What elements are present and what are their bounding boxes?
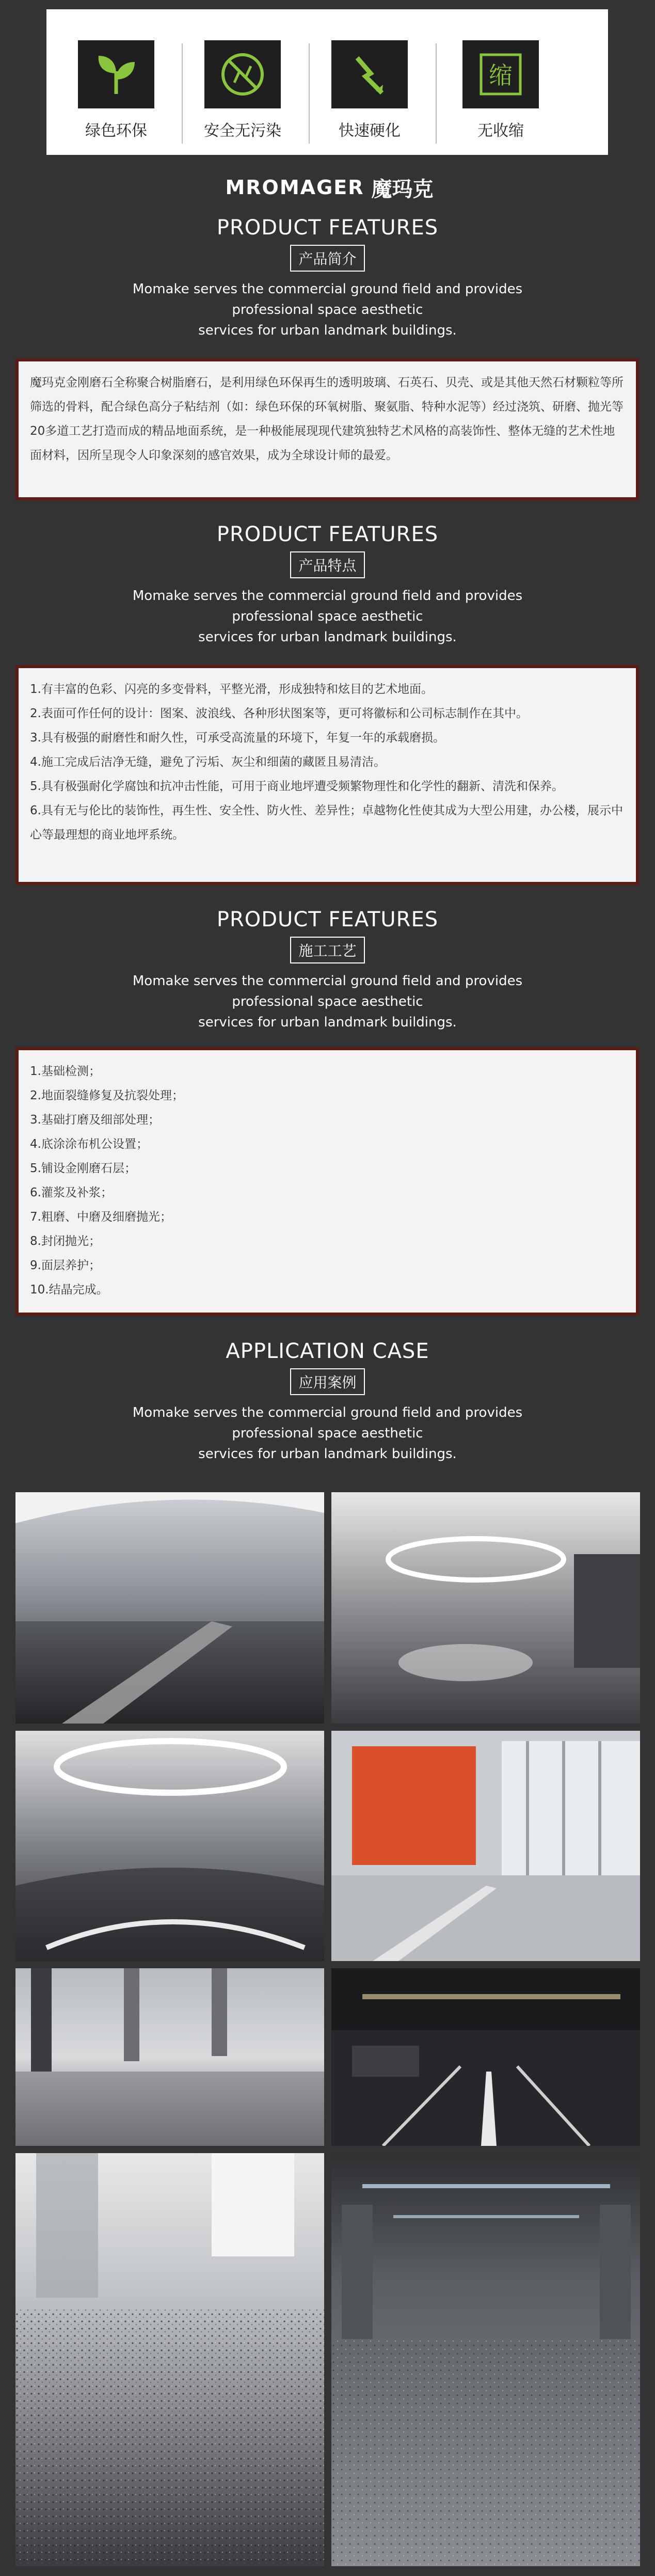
- section-label: 产品简介: [290, 245, 364, 272]
- section-title: PRODUCT FEATURES: [216, 523, 439, 546]
- feature-item: 4.施工完成后洁净无缝，避免了污垢、灰尘和细菌的藏匿且易清洁。: [30, 755, 386, 769]
- divider: [436, 43, 437, 144]
- section-desc: Momake serves the commercial ground field and provides professional space aesthetic services for urban landmark buildings.: [132, 281, 523, 338]
- feature-item: 5.具有极强耐化学腐蚀和抗冲击性能，可用于商业地坪遭受频繁物理性和化学性的翻新、清洗和保养。: [30, 780, 564, 793]
- feature-green: [65, 40, 168, 140]
- feature-card: [46, 9, 608, 155]
- divider: [309, 43, 310, 144]
- process-step: 6.灌浆及补浆；: [30, 1186, 113, 1199]
- section-intro-heading: [0, 216, 655, 341]
- feature-safe: [191, 40, 294, 140]
- section-process-heading: [0, 908, 655, 1033]
- section-label: 应用案例: [290, 1368, 364, 1395]
- section-cases-heading: [0, 1339, 655, 1464]
- case-photo-8: [331, 2153, 640, 2566]
- case-photo-7: [15, 2153, 324, 2566]
- process-step: 7.粗磨、中磨及细磨抛光；: [30, 1210, 172, 1224]
- process-step: 9.面层养护；: [30, 1259, 101, 1272]
- case-photo-1: [15, 1492, 324, 1724]
- brand-logo: [211, 170, 448, 204]
- case-photo-4: [331, 1731, 640, 1961]
- process-step: 3.基础打磨及细部处理；: [30, 1113, 160, 1127]
- no-pollution-icon: [204, 40, 281, 108]
- process-step: 10.结晶完成。: [30, 1283, 108, 1297]
- no-shrink-icon: [462, 40, 539, 108]
- feature-item: 2.表面可作任何的设计：图案、波浪线、各种形状图案等，更可将徽标和公司标志制作在其中。: [30, 707, 528, 720]
- process-step: 8.封闭抛光；: [30, 1235, 101, 1248]
- section-label: 施工工艺: [290, 937, 364, 963]
- lightning-icon: [331, 40, 408, 108]
- plant-icon: [78, 40, 154, 108]
- section-label: 产品特点: [290, 551, 364, 578]
- section-title: PRODUCT FEATURES: [216, 908, 439, 931]
- feature-noshrink: [449, 40, 552, 140]
- case-photo-3: [15, 1731, 324, 1961]
- feature-label: 快速硬化: [339, 122, 401, 140]
- feature-item: 3.具有极强的耐磨性和耐久性，可承受高流量的环境下，年复一年的承载磨损。: [30, 731, 445, 745]
- section-desc: Momake serves the commercial ground field and provides professional space aesthetic services for urban landmark buildings.: [132, 973, 523, 1030]
- process-step: 1.基础检测；: [30, 1065, 101, 1078]
- feature-label: 无收缩: [477, 122, 524, 140]
- case-photo-5: [15, 1968, 324, 2146]
- feature-label: 绿色环保: [85, 122, 147, 140]
- feature-item: 6.具有无与伦比的装饰性，再生性、安全性、防火性、差异性；卓越物化性使其成为大型公用建，办公楼，展示中心等最理想的商业地坪系统。: [30, 804, 623, 842]
- intro-panel: [15, 358, 639, 500]
- intro-text: 魔玛克金刚磨石全称聚合树脂磨石，是利用绿色环保再生的透明玻璃、石英石、贝壳、或是其他天然石材颗粒等所筛选的骨料，配合绿色高分子粘结剂（如：绿色环保的环氧树脂、聚氨脂、特种水泥等）经过浇筑、研磨、抛光等20多道工艺打造而成的精品地面系统，是一种极能展现现代建筑独特艺术风格的高装饰性、整体无缝的艺术性地面材料，因所呈现令人印象深刻的感官效果，成为全球设计师的最爱。: [30, 376, 624, 462]
- divider: [182, 43, 183, 144]
- section-title: PRODUCT FEATURES: [216, 216, 439, 240]
- section-desc: Momake serves the commercial ground field and provides professional space aesthetic services for urban landmark buildings.: [132, 588, 523, 645]
- process-step: 4.底涂涂布机公设置；: [30, 1137, 148, 1151]
- feature-fast: [318, 40, 421, 140]
- section-title: APPLICATION CASE: [226, 1339, 429, 1363]
- case-photo-6: [331, 1968, 640, 2146]
- section-features-heading: [0, 523, 655, 647]
- process-step: 5.铺设金刚磨石层；: [30, 1162, 136, 1175]
- shrink-glyph: 缩: [489, 61, 513, 89]
- feature-label: 安全无污染: [204, 122, 281, 140]
- process-step: 2.地面裂缝修复及抗裂处理；: [30, 1089, 184, 1102]
- features-panel: [15, 665, 639, 885]
- case-photo-2: [331, 1492, 640, 1724]
- feature-item: 1.有丰富的色彩、闪亮的多变骨料，平整光滑，形成独特和炫目的艺术地面。: [30, 683, 433, 696]
- logo-text-zh: 魔玛克: [371, 177, 434, 201]
- logo-text-en: MROMAGER: [225, 176, 364, 199]
- process-panel: [15, 1047, 639, 1316]
- section-desc: Momake serves the commercial ground field and provides professional space aesthetic services for urban landmark buildings.: [132, 1405, 523, 1462]
